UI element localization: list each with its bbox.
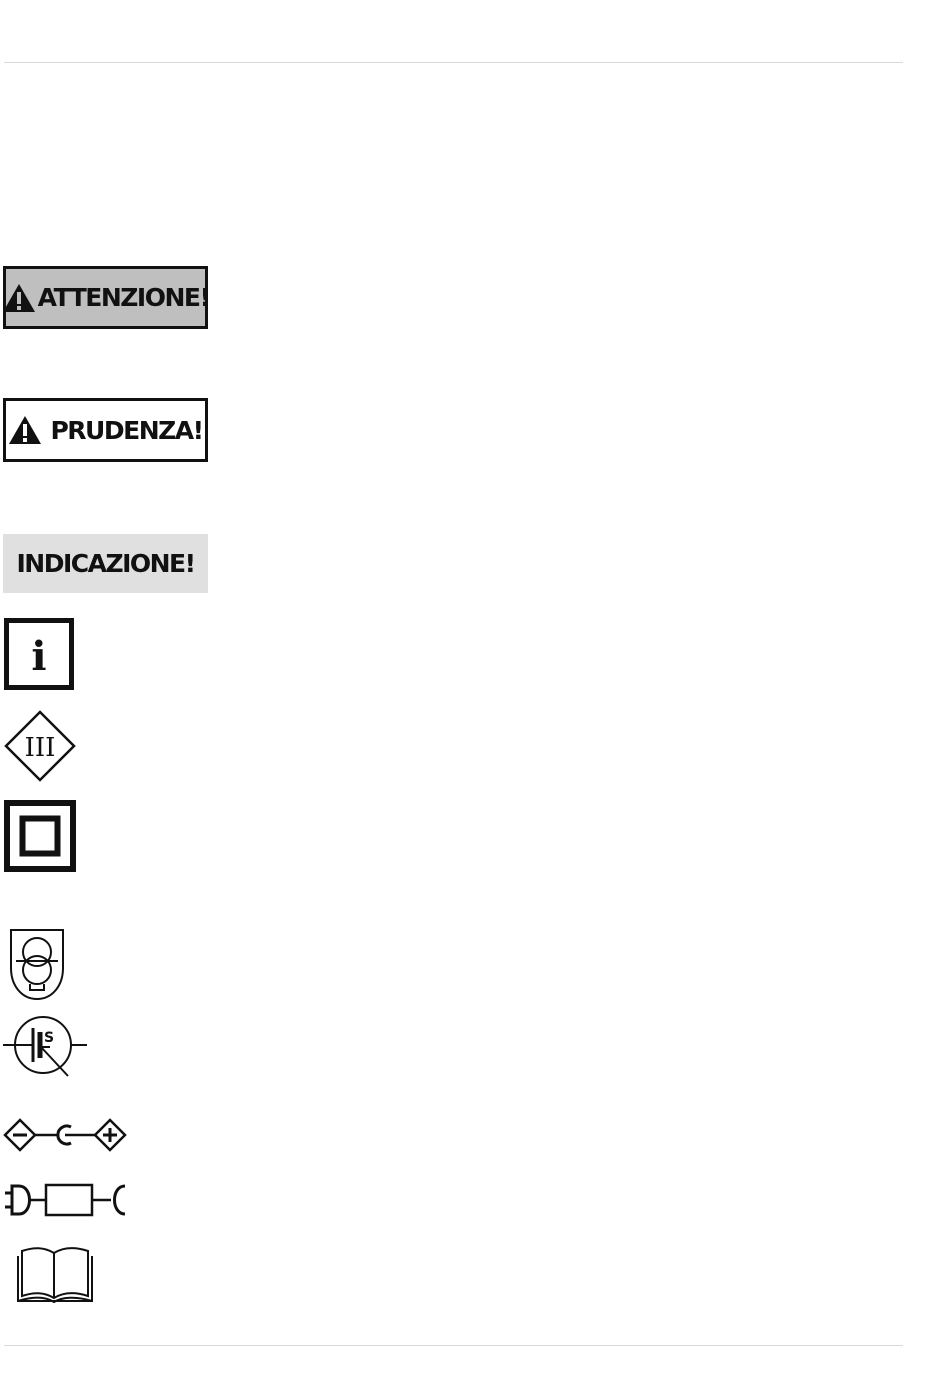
short-circuit-proof-icon [3,1014,89,1078]
protection-class-iii-text: III [24,733,56,763]
attention-text: ATTENZIONE! [37,283,210,312]
read-manual-icon [14,1246,96,1304]
protection-class-iii-icon [4,710,76,782]
warning-triangle-icon [8,415,42,445]
attention-label [3,266,208,329]
indication-label [3,534,208,593]
dc-polarity-icon [3,1118,127,1152]
prudence-text: PRUDENZA! [50,415,203,445]
plug-device-icon [3,1182,127,1218]
header-rule [4,62,903,63]
protection-class-ii-icon [4,800,76,872]
info-icon-letter: i [31,633,47,680]
indication-text: INDICAZIONE! [16,549,195,578]
prudence-label [3,398,208,462]
warning-triangle-icon [2,283,36,313]
footer-rule [4,1345,903,1346]
info-icon [4,618,74,690]
short-circuit-letter: S [43,1030,55,1046]
safety-transformer-icon [8,928,66,1002]
